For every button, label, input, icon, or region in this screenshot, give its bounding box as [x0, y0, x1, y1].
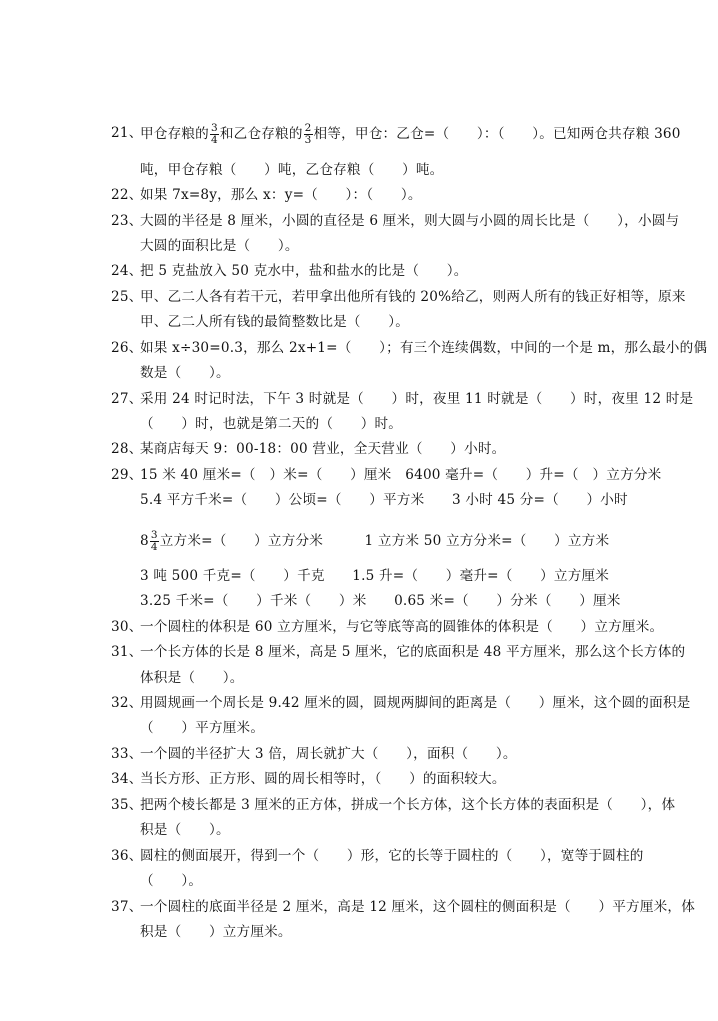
question-text: 甲仓存粮的 $\frac{3}{4}$ 和乙仓存粮的 $\frac{2}{3}$ 相等，甲仓：乙仓=（ ）：（ ）。已知两仓共存粮 360 [140, 122, 681, 146]
fraction: $\frac{3}{4}$ [210, 122, 218, 146]
question-number: 21、 [111, 125, 143, 141]
fraction: $\frac{3}{4}$ [150, 529, 158, 553]
worksheet-page: 21、 甲仓存粮的 $\frac{3}{4}$ 和乙仓存粮的 $\frac{2}{3}$ 相等，甲仓：乙仓=（ ）：（ ）。已知两仓共存粮 360 吨，甲仓存粮（ ）吨，乙仓存粮（ ）吨。 22、 如果 7x=8y，那么 x：y=（ ）：（ ）。 23、 大圆的半径是 8 厘米，小圆的直径是 6 厘米，则大圆与小圆的周长比是（ ），小圆与 大圆的面积比是（ ）。 24、 把 5 克盐放入 50 克水中，盐和盐水的比是（ ）。 25、 甲、乙二人各有若干元，若甲拿出他所有钱的 20%给乙，则两人所有的钱正好相等，原来 甲、乙二人所有钱的最简整数比是（ ）。 26、 如果 x÷30=0.3，那么 2x+1=（ ）；有三个连续偶数，中间的一个是 m，那么最小的偶 数是（ ）。 27、 采用 24 时记时法，下午 3 时就是（ ）时，夜里 11 时就是（ ）时，夜里 12 时是 （ ）时，也就是第二天的（ ）时。 28、 某商店每天 9：00-18：00 营业，全天营业（ ）小时。 29、 15 米 40 厘米=（ ）米=（ ）厘米 6400 毫升=（ ）升=（ ）立方分米 5.4 平方千米=（ ）公顷=（ ）平方米 3 小时 45 分=（ ）小时 8 $\frac{3}{4}$ 立方米=（ ）立方分米 1 立方米 50 立方分米=（ ）立方米 3 吨 500 千克=（ ）千克 1.5 升=（ ）毫升=（ ）立方厘米 3.25 千米=（ ）千米（ ）米 0.65 米=（ ）分米（ ）厘米 30、 一个圆柱的体积是 60 立方厘米，与它等底等高的圆锥体的体积是（ ）立方厘米。 31、 一个长方体的长是 8 厘米，高是 5 厘米，它的底面积是 48 平方厘米，那么这个长方体的 体积是（ ）。 32、 用圆规画一个周长是 9.42 厘米的圆，圆规两脚间的距离是（ ）厘米，这个圆的面积是 （ ）平方厘米。 33、 一个圆的半径扩大 3 倍，周长就扩大（ ），面积（ ）。 34、 当长方形、正方形、圆的周长相等时，（ ）的面积较大。 35、 把两个棱长都是 3 厘米的正方体，拼成一个长方体，这个长方体的表面积是（ ），体 积是（ ）。 36、 圆柱的侧面展开，得到一个（ ）形，它的长等于圆柱的（ ），宽等于圆柱的 （ ）。 37、 一个圆柱的底面半径是 2 厘米，高是 12 厘米，这个圆柱的侧面积是（ ）平方厘米，体 积是（ ）立方厘米。 [111, 122, 708, 940]
fraction: $\frac{2}{3}$ [304, 122, 312, 146]
